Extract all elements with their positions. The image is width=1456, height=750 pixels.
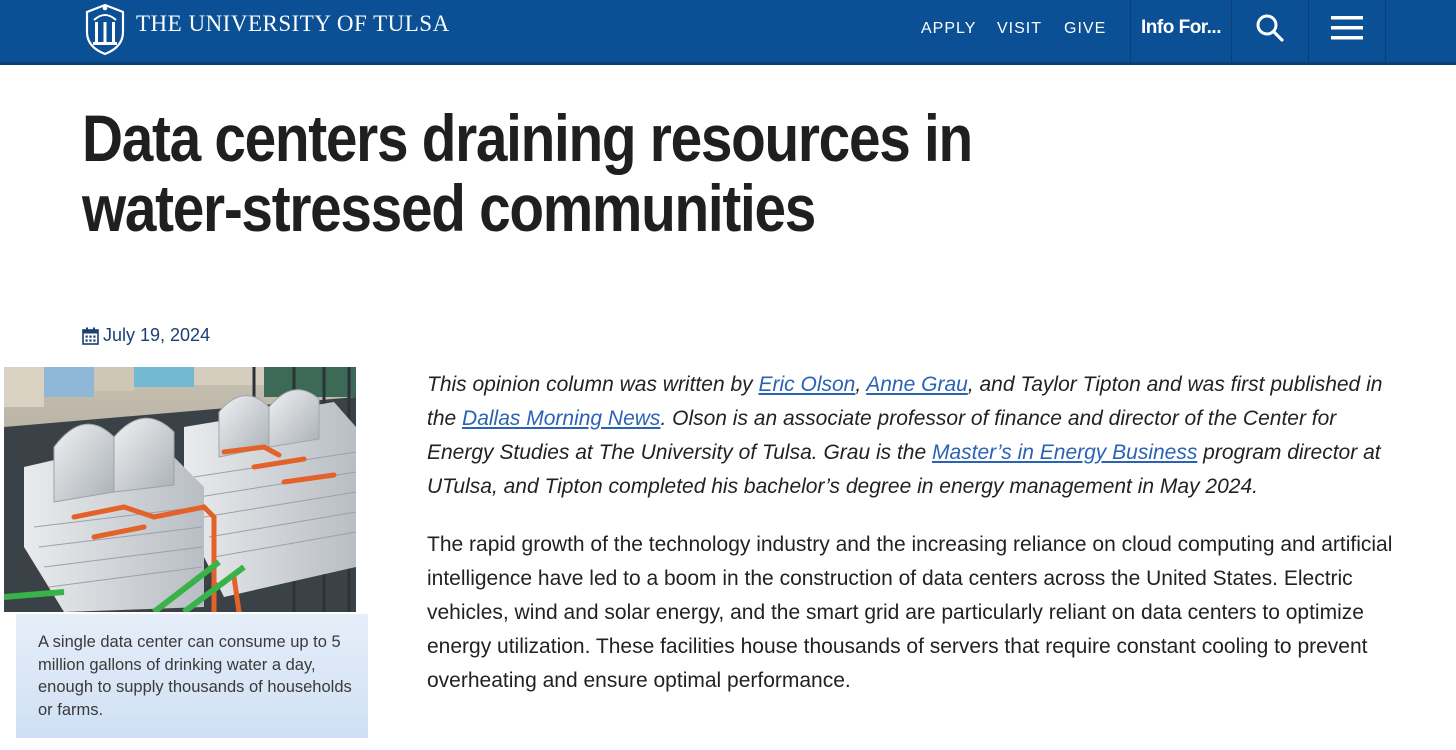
image-caption: A single data center can consume up to 5 million gallons of drinking water a day, enough to supply thousands of households or farms. <box>38 633 352 719</box>
university-logo-link[interactable] <box>82 2 450 56</box>
info-for-button[interactable] <box>1130 0 1232 62</box>
menu-button[interactable] <box>1309 0 1386 62</box>
article-image <box>4 367 356 612</box>
intro-text-2: , <box>855 373 867 396</box>
nav-give-link[interactable]: GIVE <box>1064 20 1107 37</box>
intro-text-4: . Olson is an associate professor of finance and director of the Center for Energy Studies at The University of Tulsa. Grau is the <box>427 407 1337 464</box>
site-header <box>0 0 1456 65</box>
eric-olson-link[interactable]: Eric Olson <box>758 373 856 396</box>
dallas-morning-news-link[interactable]: Dallas Morning News <box>462 407 661 430</box>
hamburger-menu-icon <box>1331 15 1363 41</box>
publish-date <box>82 325 210 346</box>
info-for-label: Info For... <box>1141 17 1221 38</box>
page-title: Data centers draining resources in water-stressed communities <box>82 101 972 245</box>
intro-note <box>427 368 1402 504</box>
masters-energy-business-link[interactable]: Master’s in Energy Business <box>932 441 1198 464</box>
date-text: July 19, 2024 <box>103 325 211 345</box>
article-paragraph: The rapid growth of the technology industry and the increasing reliance on cloud computing and artificial intelligence have led to a boom in the construction of data centers across the United States. Electric vehicles, wind and solar energy, and the smart grid are particularly reliant on data centers to optimize energy utilization. These facilities house thousands of servers that require constant cooling to prevent overheating and ensure optimal performance. <box>427 533 1393 692</box>
nav-visit-link[interactable]: VISIT <box>997 20 1043 37</box>
intro-text-3: , and Taylor Tipton and was first published in the <box>427 373 1383 430</box>
nav-apply-link[interactable]: APPLY <box>921 20 977 37</box>
search-icon <box>1255 13 1285 43</box>
university-name: THE UNIVERSITY OF TULSA <box>136 11 450 36</box>
article-body <box>427 368 1402 698</box>
university-seal-icon <box>82 2 128 56</box>
calendar-icon <box>82 327 99 345</box>
anne-grau-link[interactable]: Anne Grau <box>866 373 968 396</box>
intro-text-5: program director at UTulsa, and Tipton completed his bachelor’s degree in energy management in May 2024. <box>427 441 1381 498</box>
search-button[interactable] <box>1231 0 1309 62</box>
image-caption-box <box>16 614 368 738</box>
intro-text-1: This opinion column was written by <box>427 373 759 396</box>
